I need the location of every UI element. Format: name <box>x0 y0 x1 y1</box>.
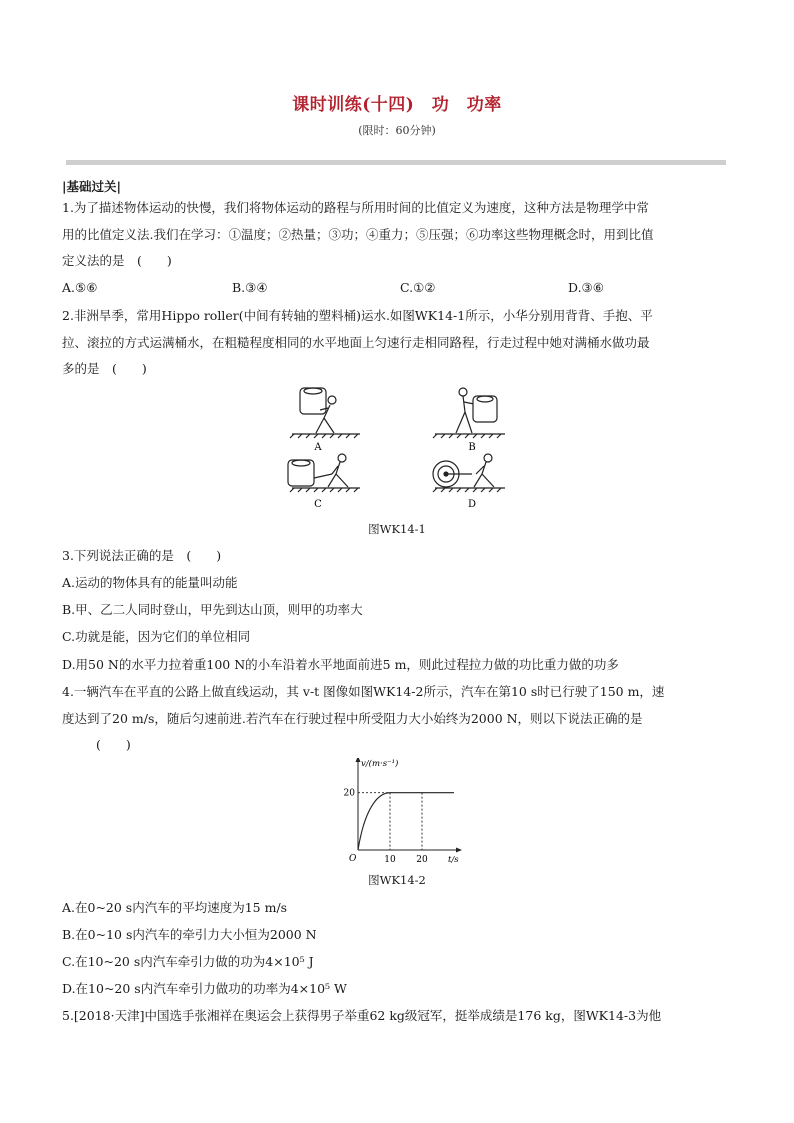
q4-line-2: 度达到了20 m/s，随后匀速前进.若汽车在行驶过程中所受阻力大小始终为2000 N，则以下说法正确的是 <box>62 711 643 726</box>
y-tick-20: 20 <box>343 788 355 799</box>
q4-option-b: B.在0~10 s内汽车的牵引力大小恒为2000 N <box>62 927 317 942</box>
x-axis-arrow <box>456 848 462 853</box>
figure-label-d: D <box>467 499 477 510</box>
figure-label-a: A <box>314 442 322 453</box>
origin-label: O <box>349 854 357 864</box>
x-axis-label: t/s <box>448 855 459 865</box>
q4-line-1: 4.一辆汽车在平直的公路上做直线运动，其 v-t 图像如图WK14-2所示，汽车在第10 s时已行驶了150 m，速 <box>62 684 665 699</box>
q4-option-a: A.在0~20 s内汽车的平均速度为15 m/s <box>62 900 288 915</box>
q5-line-1: 5.[2018·天津]中国选手张湘祥在奥运会上获得男子举重62 kg级冠军，挺举成绩是176 kg，图WK14-3为他 <box>62 1008 662 1023</box>
vt-series-line <box>358 793 454 850</box>
figure-b-carry-in-arms <box>433 388 505 438</box>
q3-option-b: B.甲、乙二人同时登山，甲先到达山顶，则甲的功率大 <box>62 602 363 617</box>
q4-option-d: D.在10~20 s内汽车牵引力做功的功率为4×10⁵ W <box>62 981 347 996</box>
figure-a-carry-on-back <box>290 388 360 438</box>
q1-option-a: A.⑤⑥ <box>62 280 98 295</box>
header-divider <box>66 160 726 165</box>
q2-line-1: 2.非洲旱季，常用Hippo roller(中间有转轴的塑料桶)运水.如图WK14-1所示，小华分别用背背、手抱、平 <box>62 308 653 323</box>
q4-line-3: ( ) <box>96 737 131 752</box>
figure-wk14-2-vt-chart <box>336 758 462 868</box>
q2-line-2: 拉、滚拉的方式运满桶水，在粗糙程度相同的水平地面上匀速行走相同路程，行走过程中她对满桶水做功最 <box>62 335 650 350</box>
q3-stem: 3.下列说法正确的是 ( ) <box>62 548 222 563</box>
figure-c-flat-drag <box>288 454 360 492</box>
x-tick-20: 20 <box>416 855 428 865</box>
q2-line-3: 多的是 ( ) <box>62 361 147 376</box>
q1-line-2: 用的比值定义法.我们在学习：①温度；②热量；③功；④重力；⑤压强；⑥功率这些物理概念时，用到比值 <box>62 227 654 242</box>
q1-option-b: B.③④ <box>232 280 268 295</box>
y-axis-arrow <box>356 758 361 762</box>
q3-option-c: C.功就是能，因为它们的单位相同 <box>62 629 251 644</box>
q1-option-c: C.①② <box>400 280 436 295</box>
q4-option-c: C.在10~20 s内汽车牵引力做的功为4×10⁵ J <box>62 954 314 969</box>
figure-d-roll-drag <box>433 454 505 492</box>
figure-wk14-1-caption: 图WK14-1 <box>368 522 426 536</box>
figure-wk14-2-caption: 图WK14-2 <box>368 873 426 887</box>
y-axis-label: v/(m·s⁻¹) <box>361 759 399 769</box>
q3-option-a: A.运动的物体具有的能量叫动能 <box>62 575 238 590</box>
section-label: |基础过关| <box>62 179 122 194</box>
q1-line-3: 定义法的是 ( ) <box>62 253 172 268</box>
q3-option-d: D.用50 N的水平力拉着重100 N的小车沿着水平地面前进5 m，则此过程拉力做的功比重力做的功多 <box>62 657 619 672</box>
figure-wk14-1 <box>280 378 520 513</box>
x-tick-10: 10 <box>384 855 396 865</box>
q1-line-1: 1.为了描述物体运动的快慢，我们将物体运动的路程与所用时间的比值定义为速度，这种方法是物理学中常 <box>62 200 649 215</box>
q1-option-d: D.③⑥ <box>568 280 604 295</box>
time-limit: (限时：60分钟) <box>358 124 436 137</box>
figure-label-b: B <box>468 442 476 453</box>
figure-label-c: C <box>314 499 322 510</box>
page-title: 课时训练(十四) 功 功率 <box>292 95 502 115</box>
